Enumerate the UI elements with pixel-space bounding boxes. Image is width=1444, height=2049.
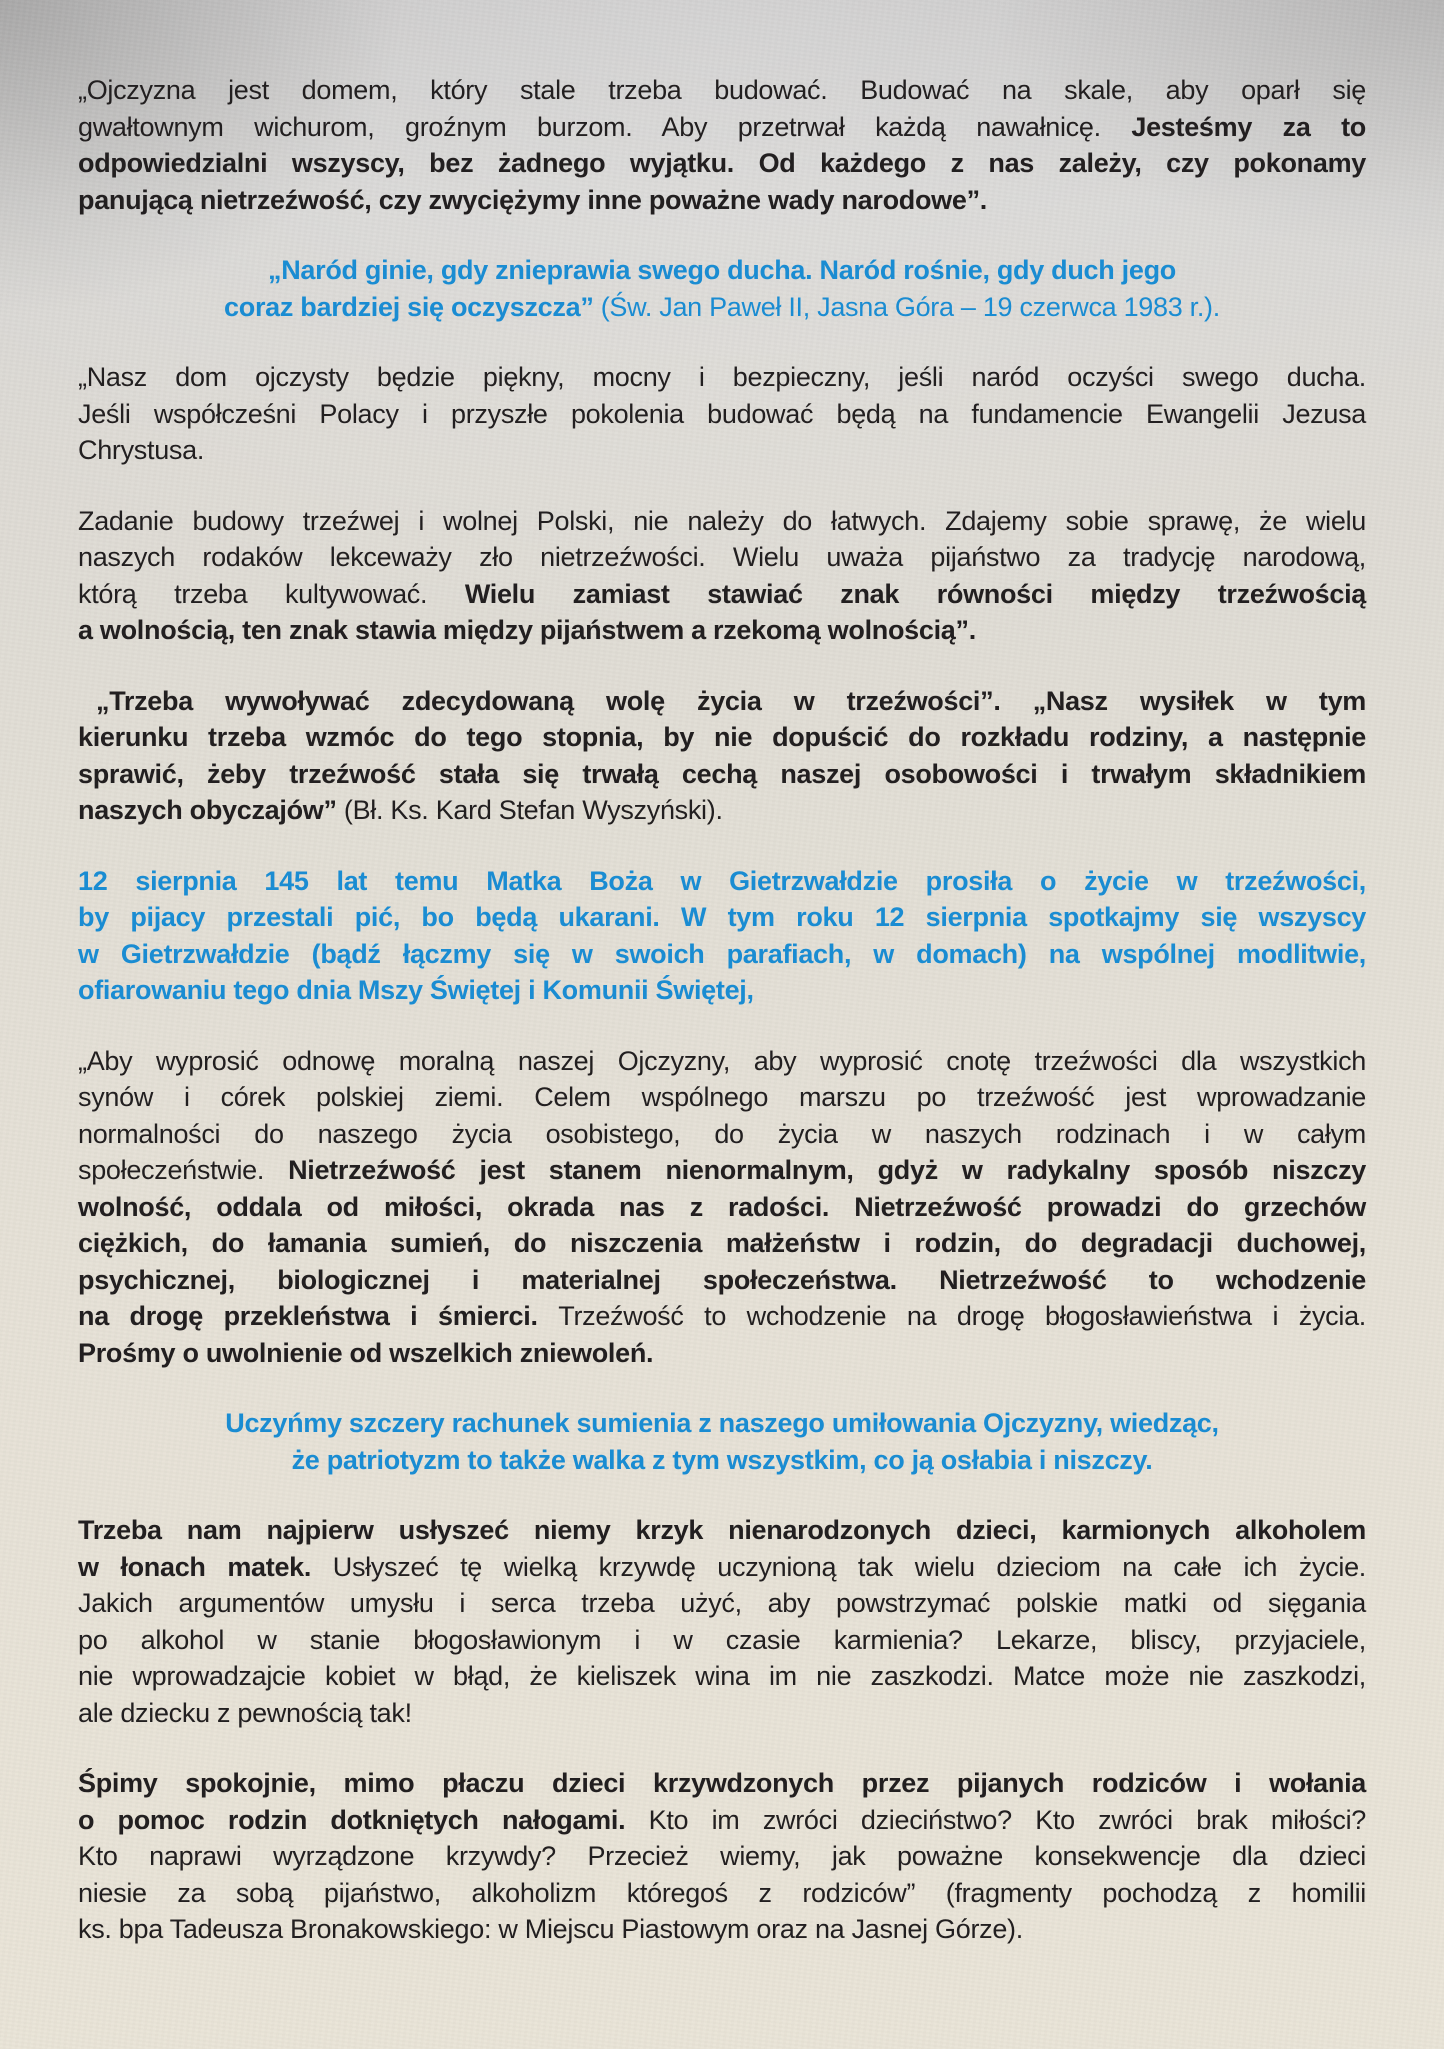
text-run: „Aby wyprosić odnowę moralną naszej Ojczyzny, aby wyprosić cnotę trzeźwości dla wszystkich — [78, 1045, 1366, 1076]
text-run: sprawić, żeby trzeźwość stała się trwałą cechą naszej osobowości i trwałym składnikiem — [78, 758, 1366, 789]
document-text — [78, 72, 1366, 1948]
text-run: Jesteśmy za to — [1131, 111, 1367, 142]
paragraph-9 — [78, 1512, 1366, 1731]
text-run: Chrystusa. — [78, 435, 205, 465]
text-run: by pijacy przestali pić, bo będą ukarani. W tym roku 12 sierpnia spotkajmy się wszyscy — [78, 902, 1366, 932]
text-run: ale dziecku z pewnością tak! — [78, 1697, 412, 1728]
text-run: że patriotyzm to także walka z tym wszystkim, co ją osłabia i niszczy. — [291, 1444, 1153, 1475]
text-run: naszych obyczajów” — [78, 795, 344, 825]
text-line — [78, 1658, 1366, 1695]
paragraph-7 — [78, 1043, 1366, 1372]
text-run: (Św. Jan Paweł II, Jasna Góra – 19 czerwca 1983 r.). — [600, 291, 1220, 322]
text-line — [78, 1512, 1366, 1549]
text-line — [78, 109, 1366, 146]
text-line — [78, 503, 1366, 540]
text-line — [78, 1189, 1366, 1226]
text-line — [78, 1802, 1366, 1839]
text-run: gwałtownym wichurom, groźnym burzom. Aby przetrwał każdą nawałnicę. — [78, 111, 1132, 142]
text-run: wolność, oddala od miłości, okrada nas z radości. Nietrzeźwość prowadzi do grzechów — [78, 1191, 1366, 1222]
text-line — [78, 289, 1366, 326]
text-line — [78, 1765, 1366, 1802]
text-run: „Trzeba wywoływać zdecydowaną wolę życia w trzeźwości”. „Nasz wysiłek w tym — [96, 685, 1366, 716]
text-run: normalności do naszego życia osobistego, do życia w naszych rodzinach i w całym — [78, 1118, 1366, 1149]
text-run: Trzeba nam najpierw usłyszeć niemy krzyk nienarodzonych dzieci, karmionych alkoholem — [78, 1515, 1366, 1545]
text-line — [78, 1875, 1366, 1912]
text-line — [78, 1152, 1366, 1189]
text-line — [78, 1838, 1366, 1875]
text-line — [78, 719, 1366, 756]
paragraph-5 — [78, 683, 1366, 829]
paragraph-4 — [78, 503, 1366, 649]
text-run: psychicznej, biologicznej i materialnej społeczeństwa. Nietrzeźwość to wchodzenie — [78, 1264, 1366, 1295]
paragraph-8 — [78, 1405, 1366, 1478]
text-run: odpowiedzialni wszyscy, bez żadnego wyjątku. Od każdego z nas zależy, czy pokonamy — [78, 148, 1366, 178]
text-run: coraz bardziej się oczyszcza” — [224, 291, 601, 322]
text-run: Śpimy spokojnie, mimo płaczu dzieci krzywdzonych przez pijanych rodziców i wołania — [78, 1768, 1366, 1798]
text-line — [78, 396, 1366, 433]
text-run: Trzeźwość to wchodzenie na drogę błogosławieństwa i życia. — [558, 1301, 1366, 1331]
text-run: o pomoc rodzin dotkniętych nałogami. — [78, 1804, 649, 1835]
text-line — [78, 612, 1366, 649]
paragraph-6 — [78, 863, 1366, 1009]
text-run: Jeśli współcześni Polacy i przyszłe pokolenia budować będą na fundamencie Ewangelii Jezusa — [78, 398, 1366, 429]
text-line — [78, 1442, 1366, 1479]
text-run: 12 sierpnia 145 lat temu Matka Boża w Gietrzwałdzie prosiła o życie w trzeźwości, — [78, 865, 1366, 896]
text-run: w łonach matek. — [78, 1551, 333, 1582]
text-run: „Ojczyzna jest domem, który stale trzeba budować. Budować na skale, aby oparł się — [78, 75, 1366, 105]
text-line — [78, 1405, 1366, 1442]
text-run: na drogę przekleństwa i śmierci. — [78, 1301, 559, 1331]
text-line — [78, 1225, 1366, 1262]
text-line — [78, 182, 1366, 219]
text-run: niesie za sobą pijaństwo, alkoholizm któregoś z rodziców” (fragmenty pochodzą z homilii — [78, 1877, 1366, 1908]
text-line — [78, 1911, 1366, 1948]
text-line — [78, 145, 1366, 182]
text-line — [78, 359, 1366, 396]
text-run: „Nasz dom ojczysty będzie piękny, mocny i bezpieczny, jeśli naród oczyści swego ducha. — [78, 362, 1366, 392]
text-run: ciężkich, do łamania sumień, do niszczenia małżeństw i rodzin, do degradacji duchowej, — [78, 1228, 1366, 1258]
text-line — [78, 576, 1366, 613]
text-line — [78, 1585, 1366, 1622]
text-run: Zadanie budowy trzeźwej i wolnej Polski, nie należy do łatwych. Zdajemy sobie sprawę, że wielu — [78, 505, 1366, 536]
text-run: po alkohol w stanie błogosławionym i w czasie karmienia? Lekarze, bliscy, przyjaciele, — [78, 1624, 1366, 1655]
text-line — [78, 252, 1366, 289]
text-run: Nietrzeźwość jest stanem nienormalnym, gdyż w radykalny sposób niszczy — [288, 1155, 1366, 1185]
text-run: naszych rodaków lekceważy zło nietrzeźwości. Wielu uważa pijaństwo za tradycję narodową, — [78, 542, 1366, 572]
text-run: ks. bpa Tadeusza Bronakowskiego: w Miejscu Piastowym oraz na Jasnej Górze). — [78, 1914, 1023, 1944]
text-run: Prośmy o uwolnienie od wszelkich zniewoleń. — [78, 1337, 654, 1368]
text-line — [78, 432, 1366, 469]
text-line — [78, 756, 1366, 793]
paragraph-10 — [78, 1765, 1366, 1948]
text-line — [78, 936, 1366, 973]
text-line — [78, 1549, 1366, 1586]
text-line — [78, 863, 1366, 900]
paragraph-1 — [78, 72, 1366, 218]
text-run: panującą nietrzeźwość, czy zwyciężymy inne poważne wady narodowe”. — [78, 184, 987, 215]
text-line — [78, 1695, 1366, 1732]
text-run: synów i córek polskiej ziemi. Celem wspólnego marszu po trzeźwość jest wprowadzanie — [78, 1082, 1366, 1112]
text-run: nie wprowadzajcie kobiet w błąd, że kieliszek wina im nie zaszkodzi. Matce może nie zaszkodzi, — [78, 1661, 1366, 1691]
text-line — [78, 683, 1366, 720]
text-run: społeczeństwie. — [78, 1155, 289, 1185]
text-line — [78, 972, 1366, 1009]
text-line — [78, 1622, 1366, 1659]
text-run: Kto naprawi wyrządzone krzywdy? Przecież wiemy, jak poważne konsekwencje dla dzieci — [78, 1841, 1366, 1871]
text-line — [78, 1298, 1366, 1335]
paragraph-3 — [78, 359, 1366, 469]
text-run: Usłyszeć tę wielką krzywdę uczynioną tak wielu dzieciom na całe ich życie. — [332, 1551, 1366, 1582]
text-run: kierunku trzeba wzmóc do tego stopnia, by nie dopuścić do rozkładu rodziny, a następnie — [78, 722, 1366, 752]
text-line — [78, 539, 1366, 576]
text-run: Wielu zamiast stawiać znak równości między trzeźwością — [464, 578, 1366, 609]
text-line — [78, 1043, 1366, 1080]
text-line — [78, 1335, 1366, 1372]
text-run: w Gietrzwałdzie (bądź łączmy się w swoich parafiach, w domach) na wspólnej modlitwie, — [78, 938, 1366, 969]
text-line — [78, 899, 1366, 936]
text-run: a wolnością, ten znak stawia między pijaństwem a rzekomą wolnością”. — [78, 615, 976, 645]
text-run: „Naród ginie, gdy znieprawia swego ducha. Naród rośnie, gdy duch jego — [268, 255, 1176, 285]
text-line — [78, 72, 1366, 109]
text-run: Kto im zwróci dzieciństwo? Kto zwróci brak miłości? — [648, 1804, 1366, 1835]
text-line — [78, 1262, 1366, 1299]
text-line — [78, 1079, 1366, 1116]
text-run: ofiarowaniu tego dnia Mszy Świętej i Komunii Świętej, — [78, 975, 754, 1005]
text-line — [78, 1116, 1366, 1153]
text-run: którą trzeba kultywować. — [78, 578, 465, 609]
paragraph-2 — [78, 252, 1366, 325]
text-run: Uczyńmy szczery rachunek sumienia z naszego umiłowania Ojczyzny, wiedząc, — [225, 1408, 1219, 1438]
text-line — [78, 792, 1366, 829]
text-run: (Bł. Ks. Kard Stefan Wyszyński). — [343, 795, 723, 825]
text-run: Jakich argumentów umysłu i serca trzeba użyć, aby powstrzymać polskie matki od sięgania — [78, 1588, 1366, 1618]
